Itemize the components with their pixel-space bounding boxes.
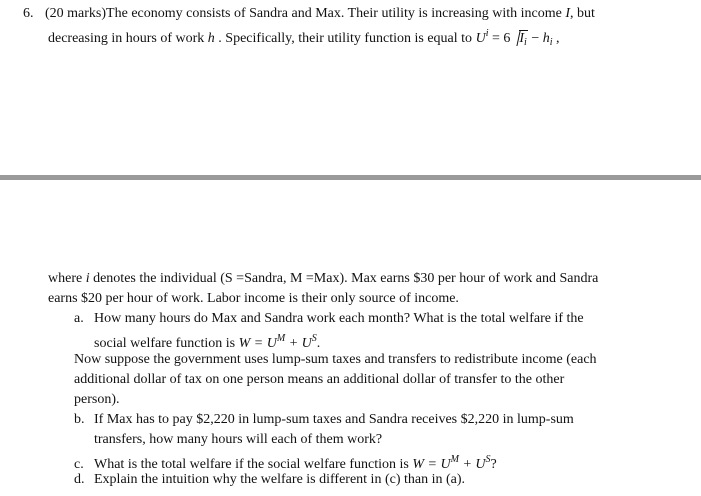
part-d-label: d. bbox=[74, 472, 85, 487]
continuation-line-1: where i denotes the individual (S =Sandra, M =Max). Max earns $30 per hour of work and Sandra bbox=[48, 271, 599, 286]
part-b-line-1: b. If Max has to pay $2,220 in lump-sum taxes and Sandra receives $2,220 in lump-sum bbox=[74, 412, 574, 427]
intro-line-1: Now suppose the government uses lump-sum taxes and transfers to redistribute income (each bbox=[74, 352, 597, 367]
part-c-line: c. What is the total welfare if the social welfare function is $W = U^M + U^S$? bbox=[74, 454, 497, 472]
question-text-2-mid: . Specifically, their utility function is equal to bbox=[214, 31, 476, 46]
income-variable: I bbox=[565, 6, 571, 21]
part-a-line-1: a. How many hours do Max and Sandra work each month? What is the total welfare if the bbox=[74, 311, 584, 326]
welfare-formula-a: $W = U^M + U^S$ bbox=[238, 333, 317, 351]
sqrt-symbol: $I_i$ bbox=[511, 29, 527, 52]
intro-line-3: person). bbox=[74, 392, 120, 407]
page-divider bbox=[0, 175, 701, 180]
hours-variable: h bbox=[207, 31, 215, 46]
question-line-1 bbox=[23, 4, 595, 23]
part-c-label: c. bbox=[74, 457, 84, 472]
question-number: 6. bbox=[23, 6, 34, 21]
question-line-2: decreasing in hours of work h . Specifically, their utility function is equal to $U^i = 6$ $I_i - h_i$ , bbox=[48, 24, 560, 52]
part-d-line: d. Explain the intuition why the welfare is different in (c) than in (a). bbox=[74, 472, 466, 487]
utility-formula: $U^i = 6$ $I_i - h_i$ bbox=[476, 31, 553, 46]
part-b-label: b. bbox=[74, 412, 85, 427]
part-b-line-2: transfers, how many hours will each of them work? bbox=[94, 432, 383, 447]
continuation-line-2: earns $20 per hour of work. Labor income is their only source of income. bbox=[48, 291, 459, 306]
individual-variable: i bbox=[85, 271, 90, 286]
intro-line-2: additional dollar of tax on one person means an additional dollar of transfer to the other bbox=[74, 372, 565, 387]
question-text-2: decreasing in hours of work bbox=[48, 31, 208, 46]
part-a-line-2: social welfare function is $W = U^M + U^S$. bbox=[94, 333, 321, 351]
question-marks: (20 marks) bbox=[45, 6, 107, 21]
welfare-formula-c: $W = U^M + U^S$ bbox=[412, 454, 491, 472]
part-a-label: a. bbox=[74, 311, 84, 326]
question-text-1-end: , but bbox=[570, 6, 595, 21]
question-text-1: The economy consists of Sandra and Max. Their utility is increasing with income bbox=[106, 6, 566, 21]
